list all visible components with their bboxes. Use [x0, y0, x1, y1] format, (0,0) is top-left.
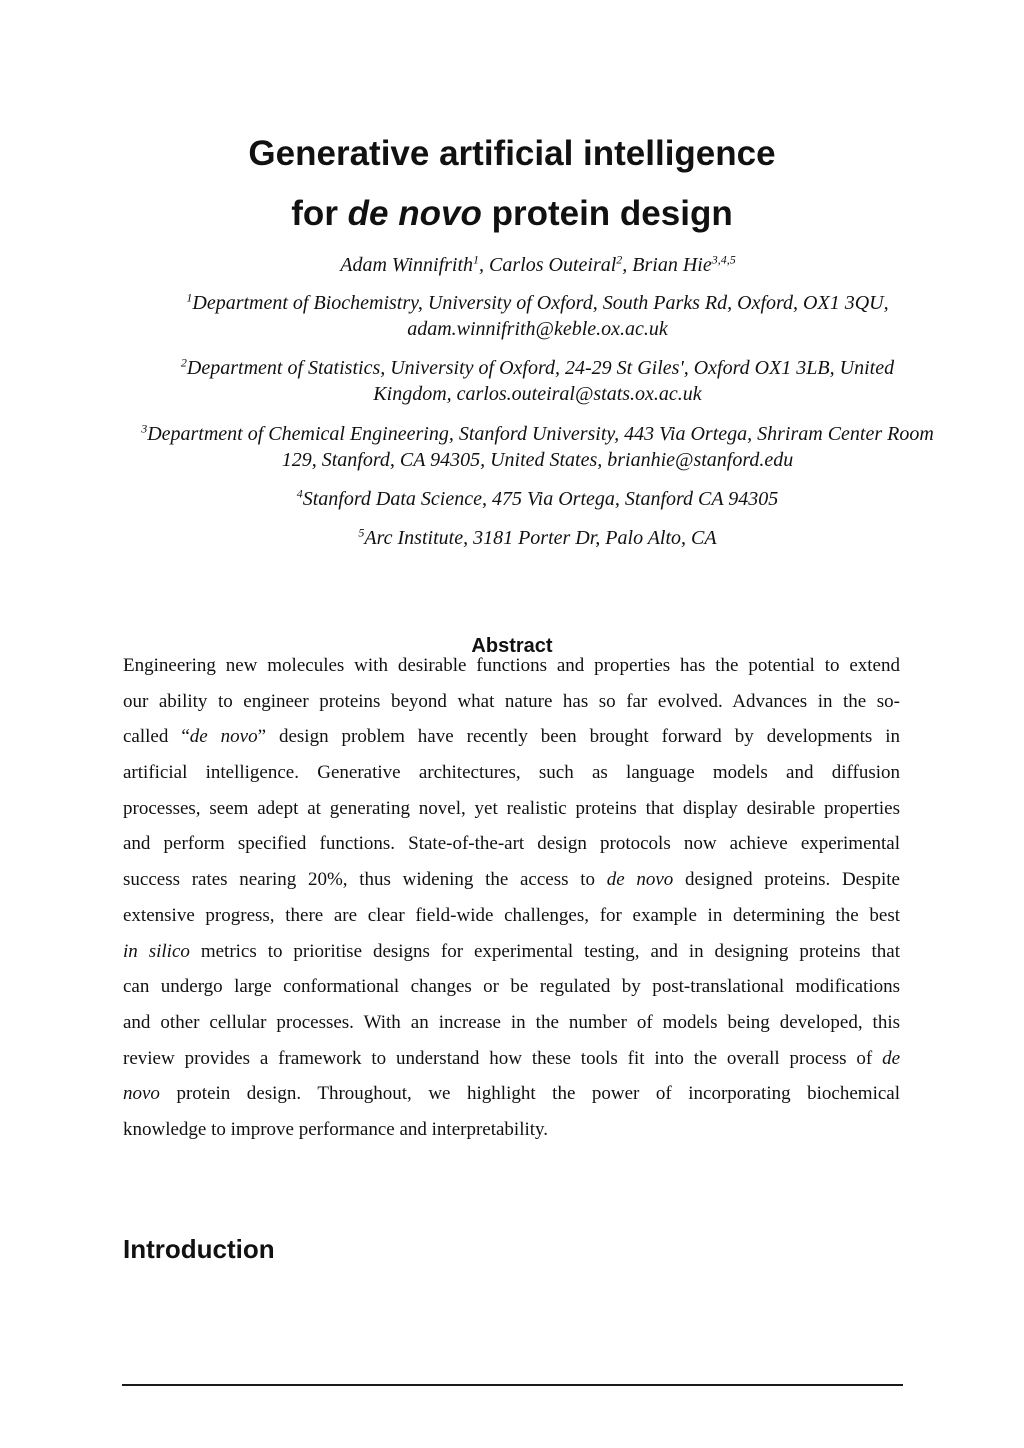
abstract-emphasis: de: [882, 1047, 900, 1069]
affiliation-3: [80, 421, 995, 473]
abstract-emphasis: novo: [123, 1083, 160, 1105]
abstract-text: review provides a framework to understand how these tools fit into the overall process of: [123, 1047, 883, 1069]
affiliation-2: [80, 355, 995, 407]
author-name: Adam Winnifrith: [340, 254, 474, 276]
affiliation-5: [80, 525, 995, 551]
abstract-line: [123, 1041, 900, 1077]
author-separator: ,: [622, 254, 633, 276]
abstract-emphasis: de novo: [606, 869, 674, 891]
affiliation-mark: 2: [180, 355, 187, 370]
affiliation-email: Kingdom, carlos.outeiral@stats.ox.ac.uk: [373, 383, 702, 405]
title-text: for: [291, 194, 348, 233]
author-name: Brian Hie: [632, 254, 712, 276]
author-list: [0, 252, 1024, 278]
abstract-emphasis: in silico: [123, 940, 190, 962]
affiliation-1: [80, 290, 995, 342]
affiliation-text: Department of Biochemistry, University of Oxford, South Parks Rd, Oxford, OX1 3QU,: [192, 292, 889, 314]
abstract-line: [123, 1076, 900, 1112]
affiliation-text: Arc Institute, 3181 Porter Dr, Palo Alto, CA: [364, 527, 717, 549]
abstract-line: [123, 826, 900, 862]
abstract-line: [123, 719, 900, 755]
abstract-line: [123, 791, 900, 827]
abstract-text: extensive progress, there are clear field-wide challenges, for example in determining the best: [123, 904, 900, 926]
author-separator: ,: [479, 254, 490, 276]
abstract-text: Engineering new molecules with desirable functions and properties has the potential to extend: [123, 655, 900, 676]
abstract-line: [123, 934, 900, 970]
affiliation-email: 129, Stanford, CA 94305, United States, brianhie@stanford.edu: [281, 449, 794, 471]
abstract-text: protein design. Throughout, we highlight the power of incorporating biochemical: [159, 1083, 900, 1105]
abstract-text: our ability to engineer proteins beyond what nature has so far evolved. Advances in the so-: [123, 690, 900, 712]
abstract-emphasis: de novo: [189, 726, 258, 748]
abstract-line: [123, 755, 900, 791]
author-affiliation-mark: 2: [616, 252, 623, 267]
footnote-divider: [122, 1384, 903, 1386]
abstract-line: [123, 684, 900, 720]
abstract-heading: Abstract: [471, 634, 553, 657]
abstract-line: [123, 969, 900, 1005]
author-affiliation-mark: 3,4,5: [711, 252, 736, 267]
abstract-line: [123, 1005, 900, 1041]
affiliation-mark: 5: [358, 525, 365, 540]
abstract-text: artificial intelligence. Generative architectures, such as language models and diffusion: [123, 762, 900, 784]
author-affiliation-mark: 1: [473, 252, 480, 267]
title-emphasis: de novo: [347, 194, 482, 233]
affiliation-text: Department of Chemical Engineering, Stanford University, 443 Via Ortega, Shriram Center Room: [147, 423, 934, 445]
affiliation-mark: 3: [141, 421, 148, 436]
introduction-heading: Introduction: [123, 1233, 275, 1264]
affiliation-text: Department of Statistics, University of Oxford, 24-29 St Giles', Oxford OX1 3LB, United: [186, 357, 895, 379]
abstract-text: can undergo large conformational changes or be regulated by post-translational modifications: [123, 976, 900, 998]
abstract-line: [123, 1112, 900, 1148]
abstract-text: designed proteins. Despite: [673, 869, 900, 891]
abstract-text: and other cellular processes. With an increase in the number of models being developed, this: [123, 1011, 900, 1033]
affiliation-mark: 1: [186, 290, 193, 305]
abstract-text: processes, seem adept at generating novel, yet realistic proteins that display desirable properties: [123, 797, 900, 819]
abstract-text: called “: [123, 726, 190, 748]
affiliation-email: adam.winnifrith@keble.ox.ac.uk: [407, 318, 668, 340]
abstract-body: [123, 648, 900, 1148]
affiliation-4: [80, 486, 995, 512]
author-name: Carlos Outeiral: [489, 254, 617, 276]
abstract-line: [123, 862, 900, 898]
abstract-text: and perform specified functions. State-of-the-art design protocols now achieve experimental: [123, 833, 900, 855]
title-text: protein design: [481, 194, 733, 233]
abstract-line: [123, 648, 900, 684]
paper-title-line-1: Generative artificial intelligence: [248, 134, 776, 173]
abstract-text: ” design problem have recently been brought forward by developments in: [257, 726, 900, 748]
abstract-text: knowledge to improve performance and interpretability.: [123, 1118, 549, 1140]
abstract-text: success rates nearing 20%, thus widening the access to: [123, 869, 607, 891]
abstract-text: metrics to prioritise designs for experimental testing, and in designing proteins that: [189, 940, 900, 962]
paper-title-line-2: [0, 193, 1024, 235]
affiliation-mark: 4: [296, 486, 303, 501]
affiliation-text: Stanford Data Science, 475 Via Ortega, Stanford CA 94305: [302, 488, 779, 510]
abstract-line: [123, 898, 900, 934]
